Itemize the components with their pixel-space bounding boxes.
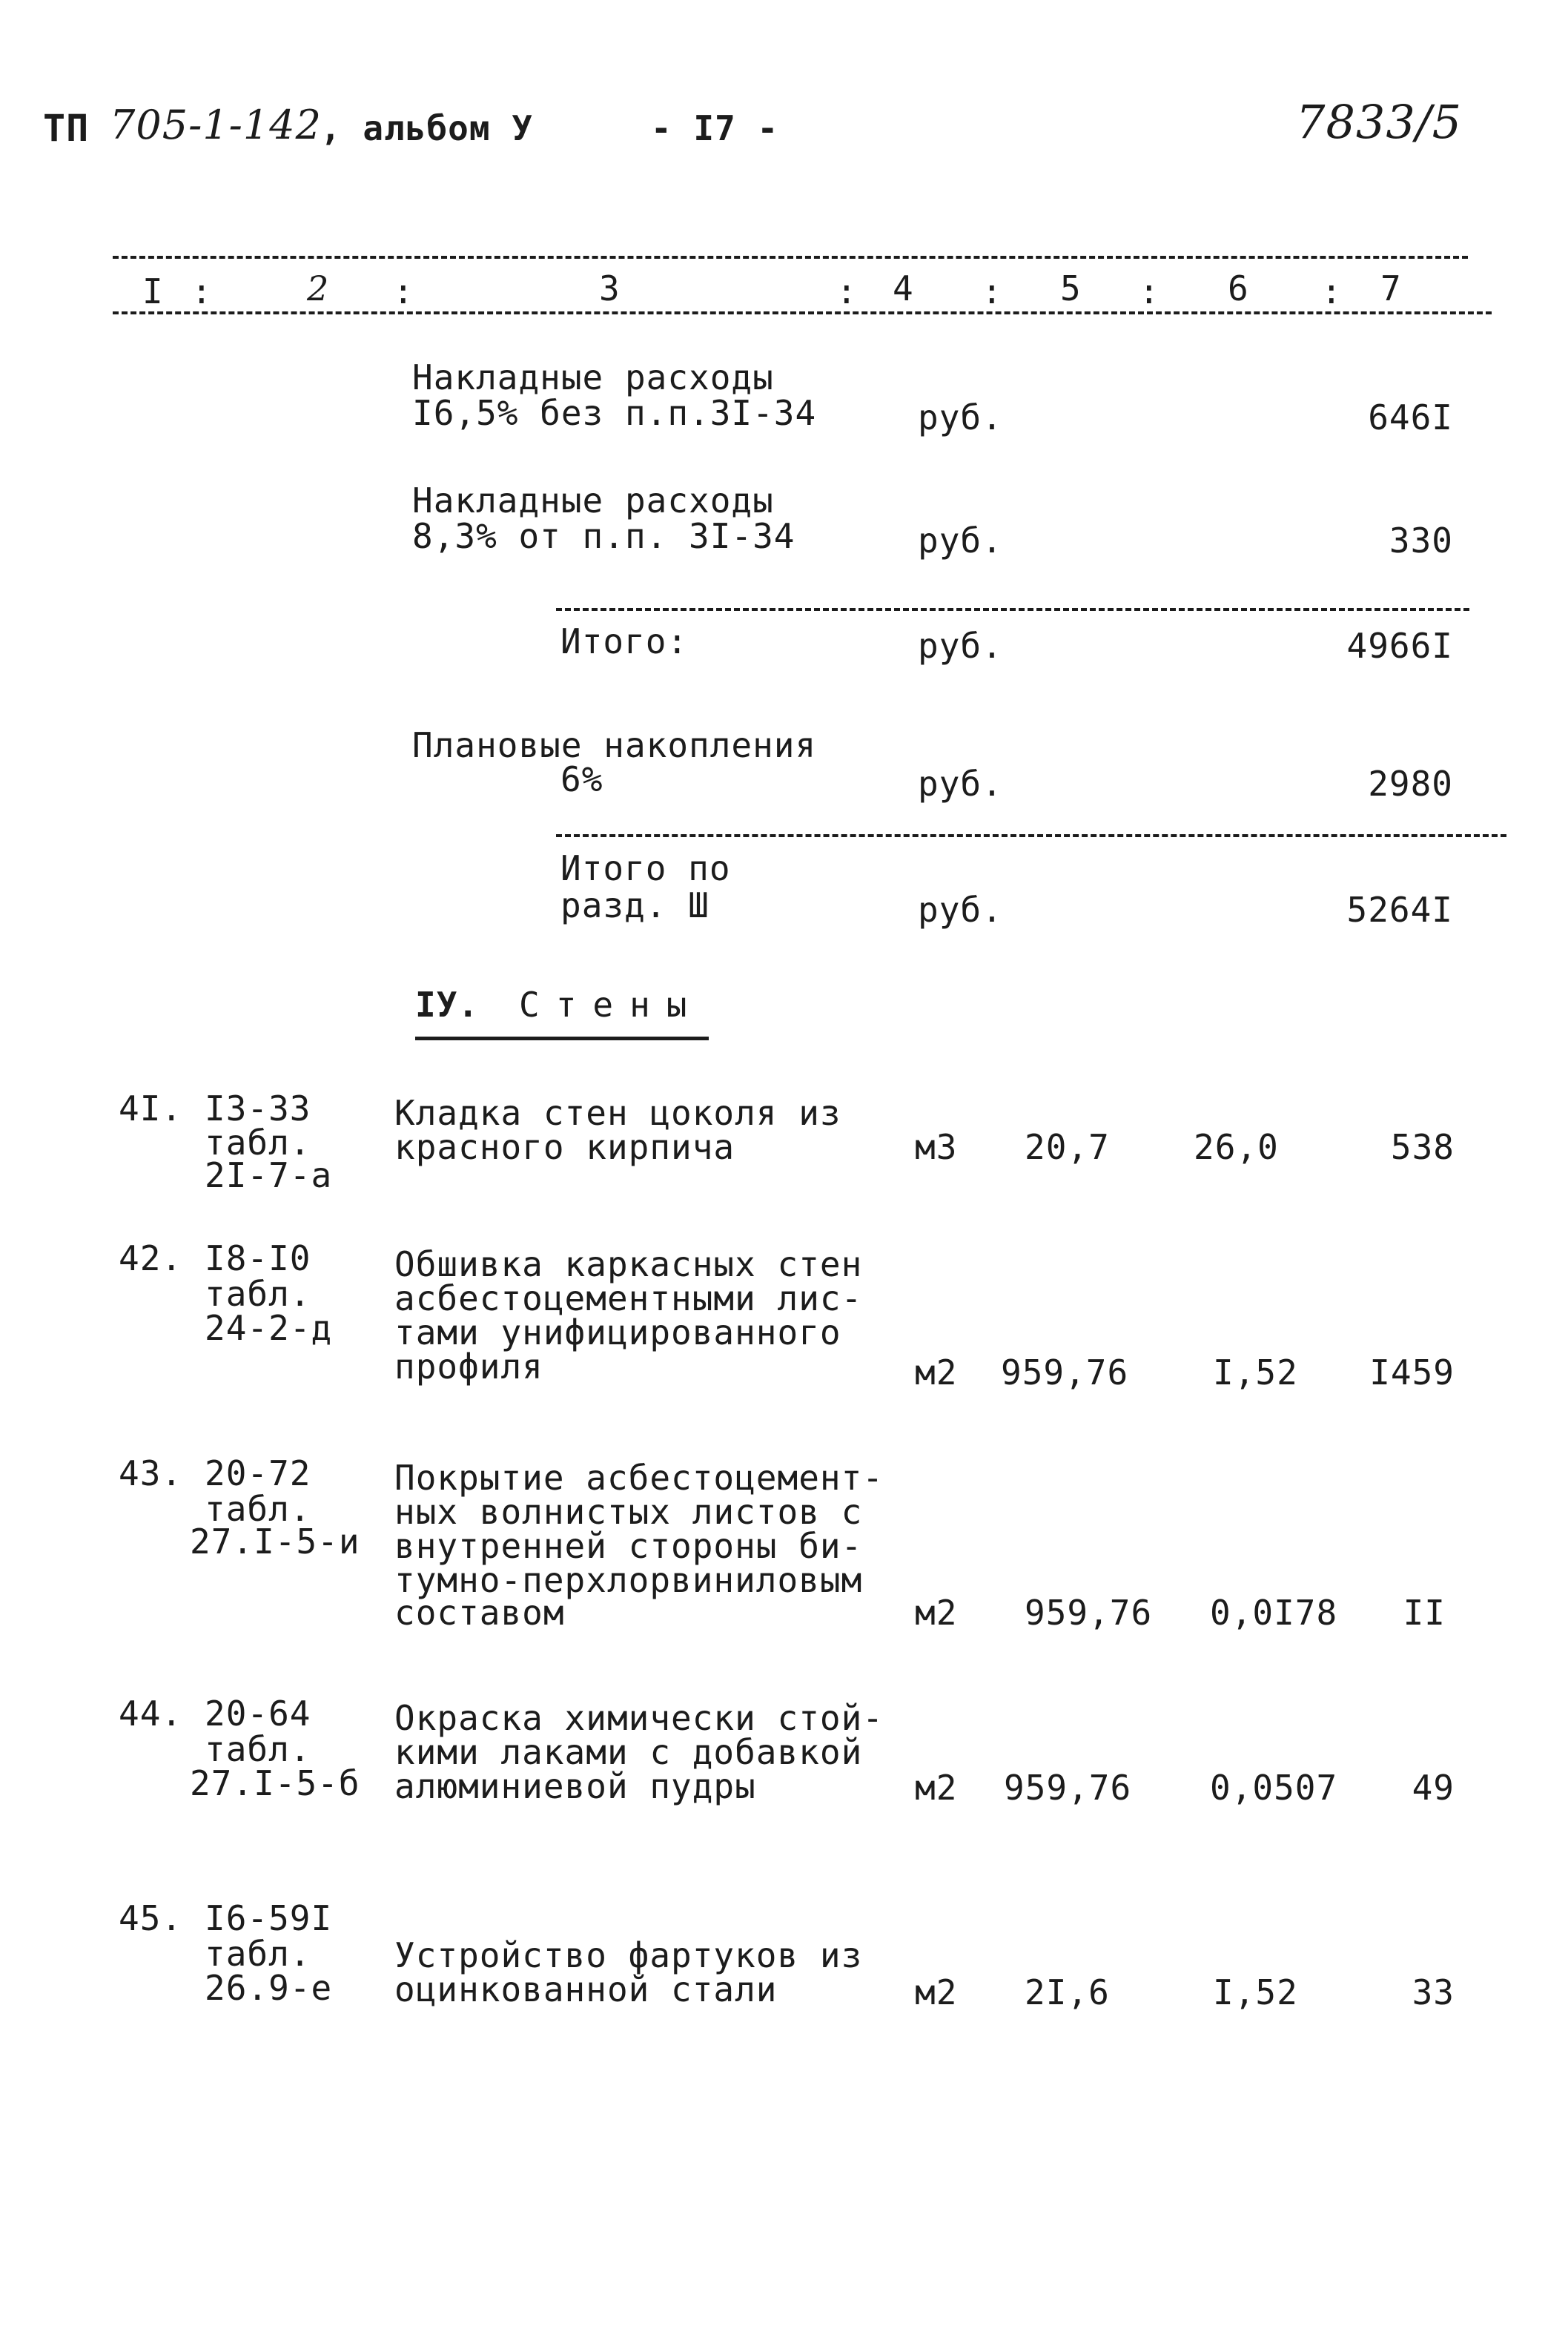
row-desc: профиля (394, 1347, 543, 1387)
summary-total: 646I (1368, 397, 1453, 437)
row-unit: м2 (915, 1593, 958, 1633)
row-ref: табл. (205, 1274, 311, 1314)
summary-text: Накладные расходы (412, 357, 774, 397)
row-ref: I3-33 (205, 1088, 311, 1129)
summary-total: 4966I (1346, 626, 1453, 666)
row-desc: Устройство фартуков из (394, 1935, 863, 1975)
row-qty: 959,76 (1001, 1352, 1129, 1393)
row-desc: алюминиевой пудры (394, 1766, 756, 1806)
column-separator: : (393, 271, 414, 311)
row-ref: 27.I-5-б (190, 1763, 360, 1803)
subtotal-rule (556, 608, 1469, 611)
row-desc: кими лаками с добавкой (394, 1732, 863, 1772)
row-total: 538 (1390, 1127, 1455, 1167)
section-total-rule (556, 834, 1506, 837)
row-ref: I6-59I (205, 1898, 333, 1938)
row-desc: Покрытие асбестоцемент- (394, 1458, 884, 1498)
row-total: 33 (1412, 1972, 1455, 2012)
row-number: 42. (119, 1238, 183, 1278)
row-desc: внутренней стороны би- (394, 1526, 863, 1566)
summary-unit: руб. (918, 890, 1003, 930)
section-title: Стены (519, 985, 704, 1025)
row-price: 26,0 (1194, 1127, 1279, 1167)
summary-text: Плановые накопления (412, 725, 817, 765)
row-desc: тами унифицированного (394, 1312, 841, 1352)
column-header-7: 7 (1380, 268, 1402, 308)
column-header-6: 6 (1228, 268, 1249, 308)
row-desc: оцинкованной стали (394, 1969, 778, 2009)
summary-text: I6,5% без п.п.3I-34 (412, 393, 817, 433)
summary-text: разд. Ш (560, 885, 709, 925)
doc-prefix: ТП (43, 107, 90, 150)
section-number: IУ. (415, 985, 480, 1025)
row-unit: м2 (915, 1972, 958, 2012)
row-ref: I8-I0 (205, 1238, 311, 1278)
row-ref: табл. (205, 1489, 311, 1529)
row-qty: 959,76 (1025, 1593, 1153, 1633)
row-desc: Кладка стен цоколя из (394, 1093, 841, 1133)
row-desc: Обшивка каркасных стен (394, 1244, 863, 1284)
row-total: II (1403, 1593, 1446, 1633)
row-ref: 20-64 (205, 1694, 311, 1734)
summary-unit: руб. (918, 764, 1003, 804)
summary-total: 5264I (1346, 890, 1453, 930)
row-unit: м3 (915, 1127, 958, 1167)
summary-total: 330 (1389, 521, 1453, 561)
row-total: 49 (1412, 1768, 1455, 1808)
page-number: - I7 - (651, 108, 779, 148)
table-top-rule (113, 256, 1468, 259)
row-qty: 959,76 (1004, 1768, 1132, 1808)
row-price: I,52 (1213, 1352, 1298, 1393)
row-ref: табл. (205, 1934, 311, 1974)
row-number: 43. (119, 1453, 183, 1493)
column-separator: : (836, 271, 858, 311)
row-qty: 2I,6 (1025, 1972, 1110, 2012)
column-separator: : (982, 271, 1003, 311)
row-ref: 2I-7-а (205, 1155, 333, 1195)
row-desc: ных волнистых листов с (394, 1492, 863, 1532)
table-header-rule (113, 311, 1492, 314)
sheet-number: 7833/5 (1296, 95, 1463, 149)
column-separator: : (1321, 271, 1343, 311)
row-ref: табл. (205, 1729, 311, 1769)
summary-total: 2980 (1368, 764, 1453, 804)
row-number: 44. (119, 1694, 183, 1734)
row-ref: 20-72 (205, 1453, 311, 1493)
project-code: 705-1-142 (110, 102, 322, 148)
row-ref: табл. (205, 1123, 311, 1163)
section-underline (415, 1037, 709, 1040)
row-desc: красного кирпича (394, 1127, 735, 1167)
summary-unit: руб. (918, 521, 1003, 561)
column-header-2: 2 (307, 268, 330, 308)
row-desc: составом (394, 1593, 565, 1633)
row-number: 45. (119, 1898, 183, 1938)
row-qty: 20,7 (1025, 1127, 1110, 1167)
row-price: 0,0507 (1210, 1768, 1338, 1808)
summary-unit: руб. (918, 626, 1003, 666)
row-price: I,52 (1213, 1972, 1298, 2012)
column-header-1: I (142, 271, 164, 311)
summary-text: Накладные расходы (412, 480, 774, 521)
row-unit: м2 (915, 1768, 958, 1808)
row-total: I459 (1369, 1352, 1455, 1393)
row-desc: Окраска химически стой- (394, 1698, 884, 1738)
column-header-4: 4 (893, 268, 914, 308)
row-ref: 26.9-е (205, 1968, 333, 2008)
row-desc: асбестоцементными лис- (394, 1278, 863, 1318)
row-price: 0,0I78 (1210, 1593, 1338, 1633)
summary-text: 6% (560, 759, 603, 799)
column-header-5: 5 (1060, 268, 1082, 308)
summary-text: Итого по (560, 848, 731, 888)
row-ref: 24-2-д (205, 1308, 333, 1348)
column-separators: : (191, 271, 213, 311)
column-separator: : (1139, 271, 1160, 311)
summary-unit: руб. (918, 397, 1003, 437)
row-number: 4I. (119, 1088, 183, 1129)
row-ref: 27.I-5-и (190, 1522, 360, 1562)
row-desc: тумно-перхлорвиниловым (394, 1560, 863, 1600)
summary-text: 8,3% от п.п. 3I-34 (412, 516, 795, 556)
album-label: , альбом У (320, 108, 533, 148)
column-header-3: 3 (599, 268, 621, 308)
summary-text: Итого: (560, 621, 689, 661)
row-unit: м2 (915, 1352, 958, 1393)
